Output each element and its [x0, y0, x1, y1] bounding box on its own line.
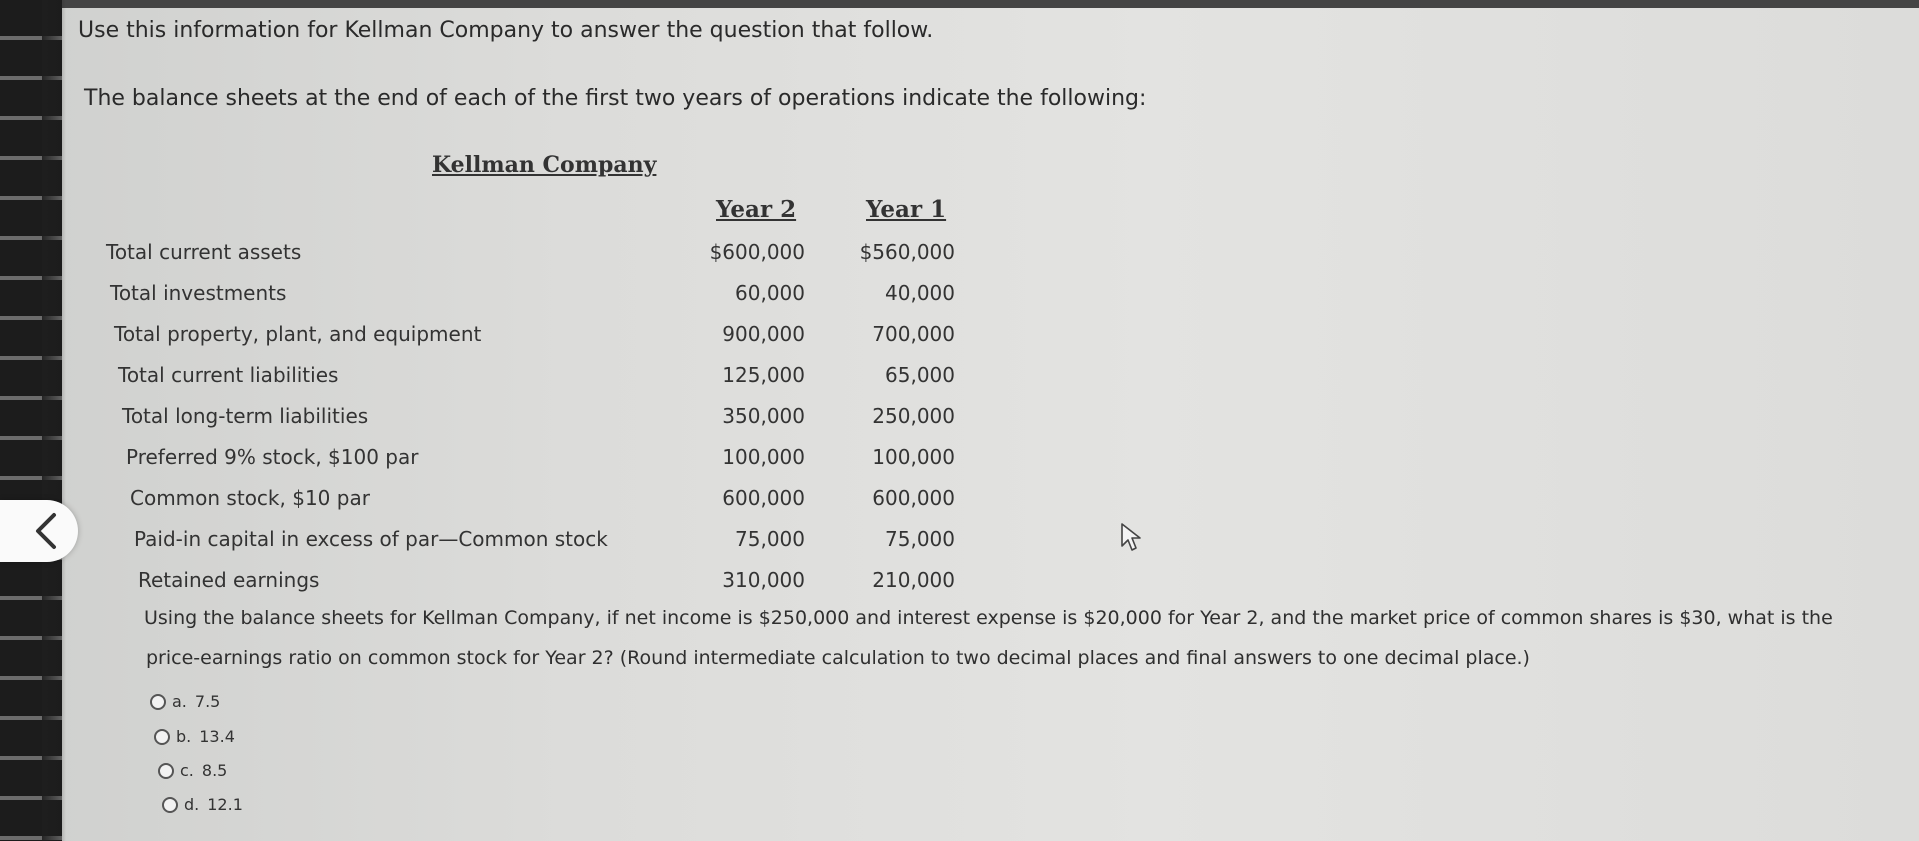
answer-option-a[interactable]: [150, 692, 220, 711]
column-header-year2: Year 2: [716, 196, 797, 223]
table-cell-year1: $560,000: [859, 240, 955, 264]
table-cell-year2: 60,000: [735, 281, 805, 305]
table-cell-year2: 600,000: [722, 486, 805, 510]
table-row-label: Paid-in capital in excess of par—Common stock: [134, 527, 608, 551]
option-value: 7.5: [194, 692, 221, 711]
option-letter: b.: [176, 727, 192, 746]
table-cell-year2: 125,000: [722, 363, 805, 387]
question-text-line2: price-earnings ratio on common stock for Year 2? (Round intermediate calculation to two decimal places and final answers to one decimal place.): [146, 647, 1530, 669]
answer-option-b[interactable]: [154, 727, 235, 746]
table-row-label: Total investments: [110, 281, 287, 305]
intro-text: Use this information for Kellman Company to answer the question that follow.: [78, 18, 934, 43]
answer-option-d[interactable]: [162, 795, 243, 814]
table-cell-year2: 310,000: [722, 568, 805, 592]
table-cell-year1: 75,000: [885, 527, 955, 551]
column-header-year1: Year 1: [866, 196, 947, 223]
option-letter: a.: [172, 692, 187, 711]
option-letter: c.: [180, 761, 194, 780]
table-cell-year2: $600,000: [709, 240, 805, 264]
option-value: 12.1: [207, 795, 243, 814]
radio-button[interactable]: [162, 797, 178, 813]
option-value: 8.5: [201, 761, 228, 780]
table-cell-year1: 210,000: [872, 568, 955, 592]
table-row-label: Total current assets: [106, 240, 302, 264]
table-cell-year1: 40,000: [885, 281, 955, 305]
option-letter: d.: [184, 795, 200, 814]
radio-button[interactable]: [154, 729, 170, 745]
table-row-label: Total current liabilities: [118, 363, 339, 387]
company-title: Kellman Company: [432, 152, 657, 178]
subintro-text: The balance sheets at the end of each of the first two years of operations indicate the following:: [84, 86, 1147, 111]
mouse-pointer-icon: [1120, 522, 1142, 552]
left-bezel-fade: [42, 0, 66, 841]
answer-option-c[interactable]: [158, 761, 227, 780]
table-cell-year1: 65,000: [885, 363, 955, 387]
chevron-left-icon: [32, 511, 60, 551]
option-value: 13.4: [199, 727, 235, 746]
table-cell-year2: 75,000: [735, 527, 805, 551]
table-cell-year1: 100,000: [872, 445, 955, 469]
table-row-label: Retained earnings: [138, 568, 320, 592]
table-cell-year1: 700,000: [872, 322, 955, 346]
table-cell-year2: 100,000: [722, 445, 805, 469]
table-row-label: Total property, plant, and equipment: [114, 322, 482, 346]
table-row-label: Preferred 9% stock, $100 par: [126, 445, 419, 469]
table-cell-year1: 250,000: [872, 404, 955, 428]
table-row-label: Total long-term liabilities: [122, 404, 369, 428]
back-button[interactable]: [0, 500, 78, 562]
table-cell-year2: 350,000: [722, 404, 805, 428]
radio-button[interactable]: [150, 694, 166, 710]
top-bezel: [0, 0, 1919, 8]
table-row-label: Common stock, $10 par: [130, 486, 370, 510]
table-cell-year1: 600,000: [872, 486, 955, 510]
radio-button[interactable]: [158, 763, 174, 779]
question-text-line1: Using the balance sheets for Kellman Company, if net income is $250,000 and interest expense is $20,000 for Year 2, and the market price of common shares is $30, what is the: [144, 607, 1833, 629]
table-cell-year2: 900,000: [722, 322, 805, 346]
